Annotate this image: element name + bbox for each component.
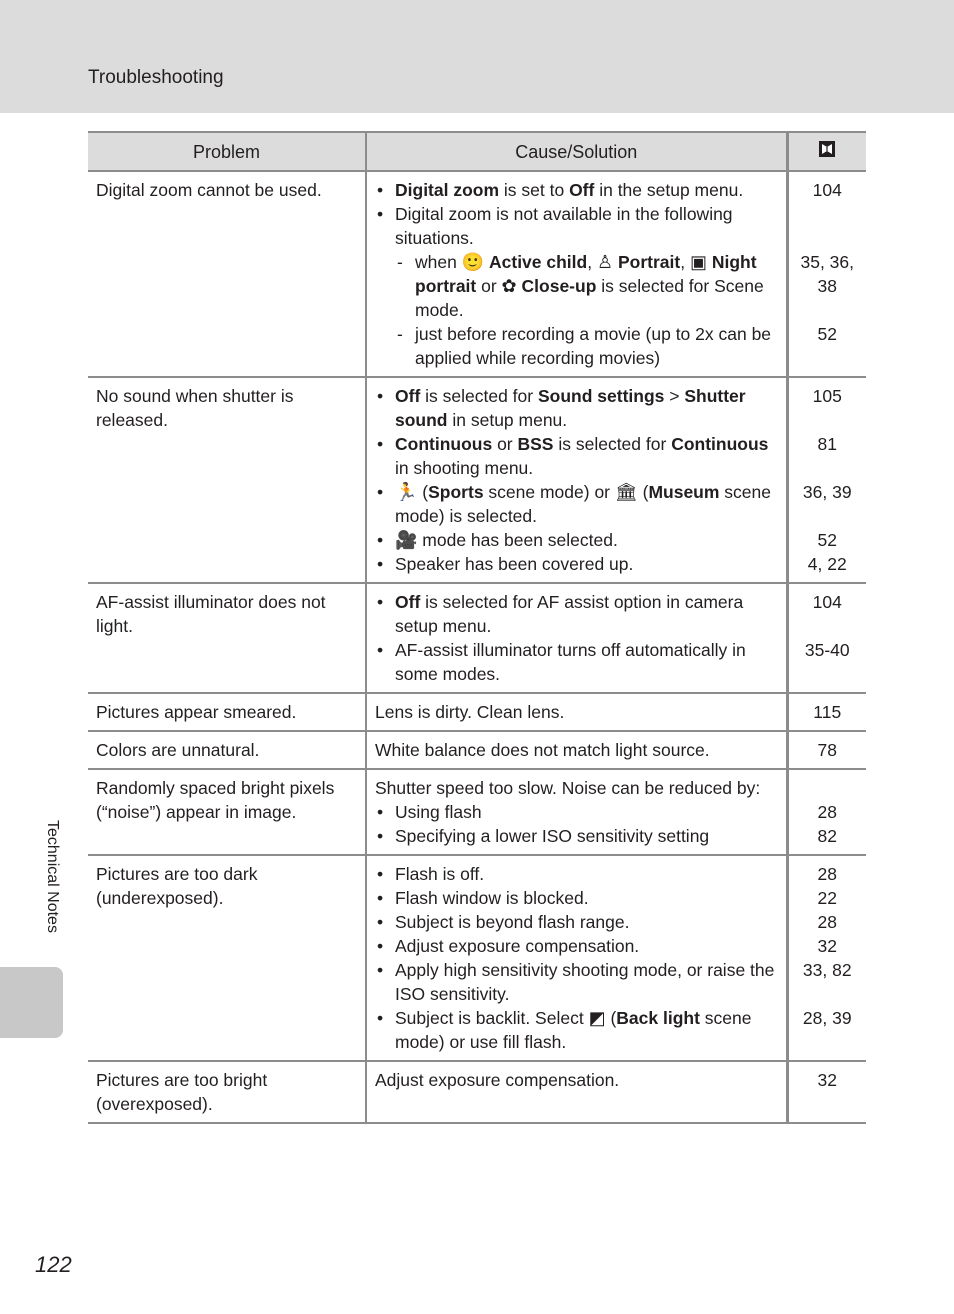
reference-cell: 104 35-40 [787,583,866,693]
active-child-icon: 🙂 [461,252,485,272]
table-header-row [88,132,866,171]
table-row [88,855,866,1061]
list-item: • Digital zoom is not available in the following situations. - when 🙂 Active child, ♙ Portrait, ▣ Night portrait or ✿ Close-up is selected for Scene mode. - just before recording a movie (up to 2x can be applied while recording movies) [375,202,780,370]
page-title: Troubleshooting [88,67,224,88]
sports-icon: 🏃 [395,482,418,502]
list-item: • Flash is off. [375,862,780,886]
problem-cell: Pictures are too dark (underexposed). [88,855,366,1061]
header-band [0,0,954,113]
sub-list-item: - just before recording a movie (up to 2x can be applied while recording movies) [395,322,780,370]
reference-cell: 78 [787,731,866,769]
section-side-label: Technical Notes [44,820,61,933]
list-item: • 🏃 (Sports scene mode) or 🏛 (Museum scene mode) is selected. [375,480,780,528]
problem-cell: Pictures appear smeared. [88,693,366,731]
section-tab [0,967,63,1038]
cause-cell: Lens is dirty. Clean lens. [366,693,787,731]
cause-cell [366,855,787,1061]
column-header-reference [787,132,866,171]
problem-cell: No sound when shutter is released. [88,377,366,583]
reference-cell: 28 22 28 32 33, 82 28, 39 [787,855,866,1061]
list-item: • Digital zoom is set to Off in the setup menu. [375,178,780,202]
list-item: • Off is selected for Sound settings > Shutter sound in setup menu. [375,384,780,432]
back-light-icon: ◩ [588,1008,606,1028]
cause-cell [366,377,787,583]
reference-cell: 28 82 [787,769,866,855]
list-item: • Using flash [375,800,780,824]
cause-cell [366,583,787,693]
problem-cell: Pictures are too bright (overexposed). [88,1061,366,1123]
page-number: 122 [35,1252,72,1277]
problem-cell: Randomly spaced bright pixels (“noise”) appear in image. [88,769,366,855]
close-up-icon: ✿ [501,276,517,296]
list-item: • Subject is beyond flash range. [375,910,780,934]
list-item: • Adjust exposure compensation. [375,934,780,958]
list-item: • Subject is backlit. Select ◩ (Back light scene mode) or use fill flash. [375,1006,780,1054]
table-row [88,1061,866,1123]
cause-cell: Adjust exposure compensation. [366,1061,787,1123]
portrait-icon: ♙ [596,252,614,272]
book-icon [817,139,837,159]
cause-intro: Shutter speed too slow. Noise can be reduced by: [375,778,761,798]
list-item: • Speaker has been covered up. [375,552,780,576]
list-item: • Specifying a lower ISO sensitivity setting [375,824,780,848]
movie-mode-icon: 🎥 [395,530,418,550]
museum-icon: 🏛 [614,482,638,502]
list-item: • Flash window is blocked. [375,886,780,910]
list-item: • Continuous or BSS is selected for Continuous in shooting menu. [375,432,780,480]
column-header-problem: Problem [88,132,366,171]
list-item: • Off is selected for AF assist option in camera setup menu. [375,590,780,638]
list-item: • AF-assist illuminator turns off automatically in some modes. [375,638,780,686]
problem-cell: Colors are unnatural. [88,731,366,769]
night-portrait-icon: ▣ [689,252,707,272]
table-row [88,693,866,731]
troubleshooting-table [88,131,866,1124]
reference-cell: 105 81 36, 39 52 4, 22 [787,377,866,583]
column-header-cause: Cause/Solution [366,132,787,171]
table-row [88,377,866,583]
sub-list-item: - when 🙂 Active child, ♙ Portrait, ▣ Night portrait or ✿ Close-up is selected for Scene mode. [395,250,780,322]
list-item: • 🎥 mode has been selected. [375,528,780,552]
reference-cell: 104 35, 36, 38 52 [787,171,866,377]
table-row [88,769,866,855]
cause-cell [366,769,787,855]
reference-cell: 115 [787,693,866,731]
cause-cell [366,171,787,377]
problem-cell: AF-assist illuminator does not light. [88,583,366,693]
list-item: • Apply high sensitivity shooting mode, or raise the ISO sensitivity. [375,958,780,1006]
table-row [88,171,866,377]
reference-cell: 32 [787,1061,866,1123]
problem-cell: Digital zoom cannot be used. [88,171,366,377]
table-row [88,583,866,693]
table-row [88,731,866,769]
cause-cell: White balance does not match light source. [366,731,787,769]
